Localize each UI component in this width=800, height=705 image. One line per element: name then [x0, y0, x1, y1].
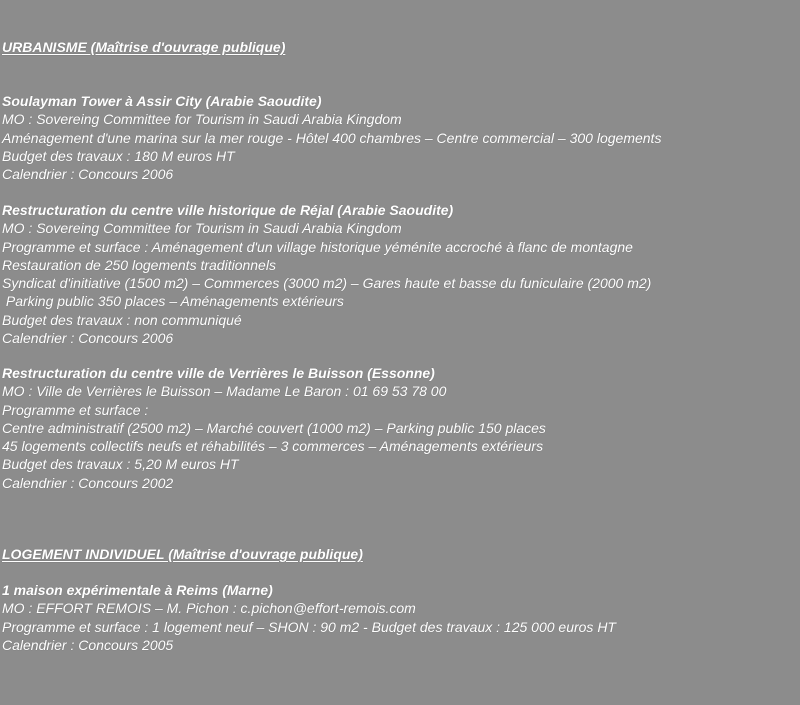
project-line-detail: Syndicat d'initiative (1500 m2) – Commerces (3000 m2) – Gares haute et basse du funiculaire (2000 m2) — [2, 275, 652, 292]
section-heading-urbanisme: URBANISME (Maîtrise d'ouvrage publique) — [2, 39, 286, 55]
project-maison-reims — [2, 581, 616, 654]
project-line-mo: MO : Ville de Verrières le Buisson – Madame Le Baron : 01 69 53 78 00 — [2, 383, 447, 400]
project-line-budget: Budget des travaux : 5,20 M euros HT — [2, 456, 239, 473]
project-title: Restructuration du centre ville historique de Réjal (Arabie Saoudite) — [2, 202, 454, 218]
project-soulayman-tower — [2, 92, 661, 183]
project-line-detail: Centre administratif (2500 m2) – Marché couvert (1000 m2) – Parking public 150 places — [2, 419, 546, 436]
project-line-mo: MO : EFFORT REMOIS – M. Pichon : c.pichon@effort-remois.com — [2, 600, 416, 617]
project-line-mo: MO : Sovereing Committee for Tourism in Saudi Arabia Kingdom — [2, 111, 402, 128]
project-title: Restructuration du centre ville de Verrières le Buisson (Essonne) — [2, 365, 435, 381]
project-title: 1 maison expérimentale à Reims (Marne) — [2, 582, 273, 598]
project-line-calendrier: Calendrier : Concours 2006 — [2, 330, 174, 347]
project-line-programme: Aménagement d'une marina sur la mer rouge - Hôtel 400 chambres – Centre commercial – 300 logements — [2, 129, 662, 146]
section-urbanisme — [2, 38, 285, 56]
project-rejal — [2, 201, 651, 347]
project-line-detail: Parking public 350 places – Aménagements extérieurs — [2, 293, 344, 310]
project-verrieres — [2, 364, 546, 492]
section-heading-logement: LOGEMENT INDIVIDUEL (Maîtrise d'ouvrage publique) — [2, 546, 363, 562]
project-line-calendrier: Calendrier : Concours 2002 — [2, 474, 174, 491]
project-line-calendrier: Calendrier : Concours 2006 — [2, 166, 174, 183]
project-line-programme: Programme et surface : Aménagement d'un village historique yéménite accroché à flanc de montagne — [2, 238, 633, 255]
project-line-mo: MO : Sovereing Committee for Tourism in Saudi Arabia Kingdom — [2, 220, 402, 237]
project-line-programme: Programme et surface : 1 logement neuf – SHON : 90 m2 - Budget des travaux : 125 000 euros HT — [2, 618, 616, 635]
project-title: Soulayman Tower à Assir City (Arabie Saoudite) — [2, 93, 322, 109]
project-line-detail: 45 logements collectifs neufs et réhabilités – 3 commerces – Aménagements extérieurs — [2, 438, 544, 455]
project-line-budget: Budget des travaux : 180 M euros HT — [2, 147, 235, 164]
section-logement-individuel — [2, 545, 363, 563]
project-line-calendrier: Calendrier : Concours 2005 — [2, 636, 174, 653]
project-line-programme: Programme et surface : — [2, 401, 149, 418]
project-line-budget: Budget des travaux : non communiqué — [2, 311, 242, 328]
project-line-detail: Restauration de 250 logements traditionnels — [2, 256, 276, 273]
